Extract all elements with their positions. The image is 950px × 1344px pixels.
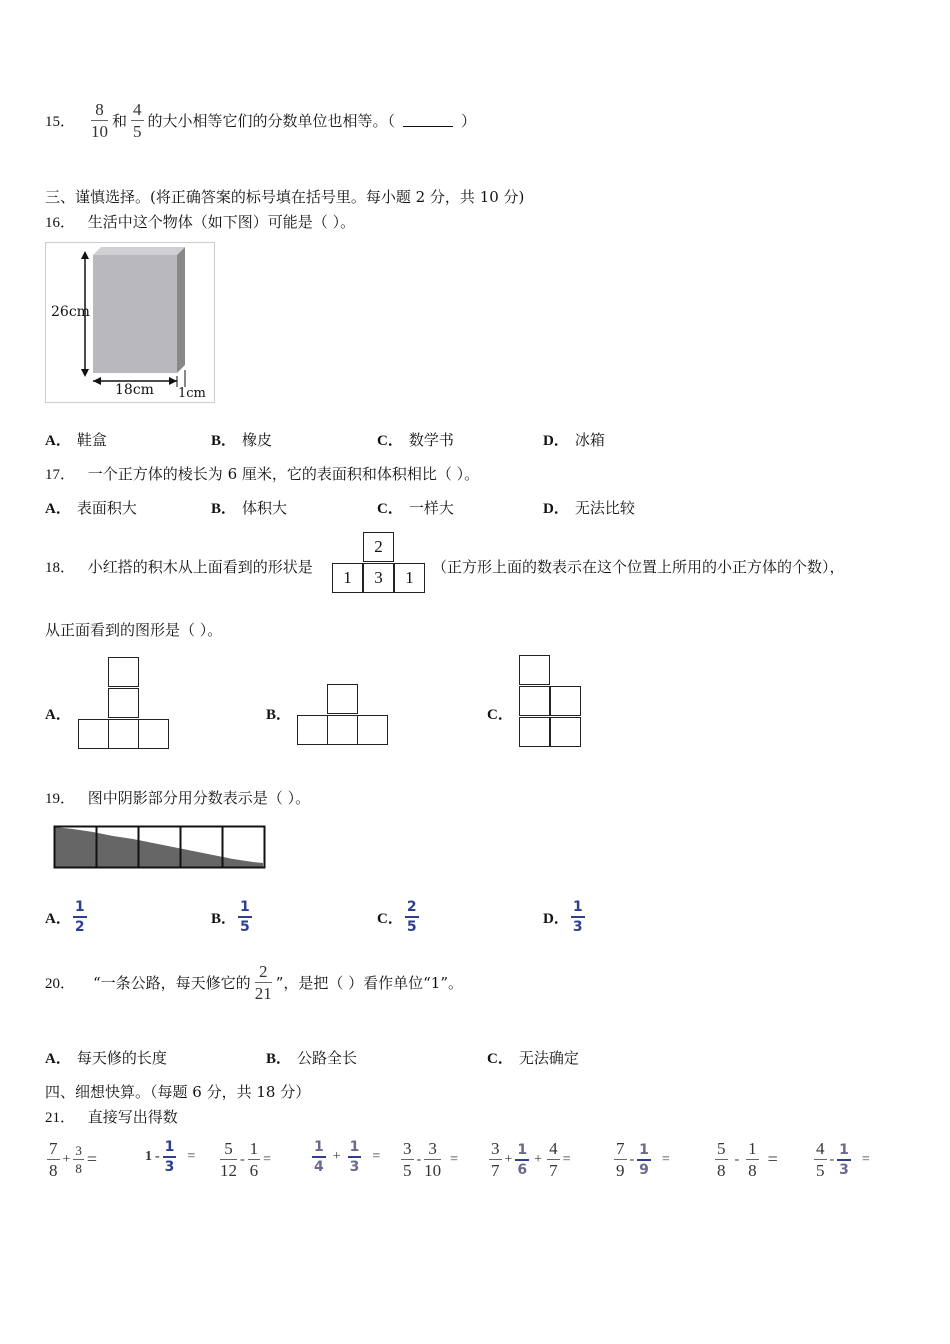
section-4-title: 四、细想快算。（每题 6 分，共 18 分） [45, 1083, 311, 1101]
question-15: 15． $\frac{8}{10}$ 和 $\frac{4}{5}$ 的大小相等它们的分数单位也相等。（ ） [45, 100, 477, 141]
question-number: 15． [45, 114, 76, 130]
top-view-cell-1: 1 [332, 563, 363, 593]
answer-blank[interactable] [403, 114, 453, 127]
question-17: 17． 一个正方体的棱长为 6 厘米，它的表面积和体积相比（ ）。 [45, 465, 480, 483]
q18-option-c[interactable]: C． [487, 707, 513, 723]
q19-option-d[interactable]: D． $\frac{1}{3}$ [543, 899, 583, 935]
top-view-cell-2: 3 [363, 563, 394, 593]
fraction-4-5: $\frac{4}{5}$ [133, 100, 142, 141]
q16-option-a[interactable]: A． 鞋盒 [45, 431, 107, 449]
calc-item-2: 1 - $\frac{1}{3}$ = [145, 1139, 196, 1175]
question-18-line2: 从正面看到的图形是（ ）。 [45, 621, 223, 639]
q16-option-c[interactable]: C． 数学书 [377, 431, 454, 449]
question-19: 19． 图中阴影部分用分数表示是（ ）。 [45, 789, 311, 807]
q19-option-a[interactable]: A． $\frac{1}{2}$ [45, 899, 85, 935]
top-view-figure [332, 532, 427, 595]
calc-item-4: $\frac{1}{4}$ + $\frac{1}{3}$ = [314, 1139, 381, 1175]
q16-option-b[interactable]: B． 橡皮 [211, 431, 273, 449]
q20-option-c[interactable]: C． 无法确定 [487, 1049, 579, 1067]
calc-item-8: $\frac{5}{8}$ - $\frac{1}{8}$ = [717, 1139, 778, 1180]
width-label: 18cm [115, 382, 154, 398]
question-16: 16． 生活中这个物体（如下图）可能是（ ）。 [45, 213, 356, 231]
question-18-line1-cont: （正方形上面的数表示在这个位置上所用的小正方体的个数）， [432, 558, 845, 576]
book-figure [45, 242, 215, 403]
fraction-2-21: $\frac{2}{21}$ [254, 962, 272, 1003]
calc-item-9: $\frac{4}{5}$ - $\frac{1}{3}$ = [816, 1139, 870, 1180]
top-view-cell-3: 1 [394, 563, 425, 593]
q17-option-d[interactable]: D． 无法比较 [543, 499, 635, 517]
question-21: 21． 直接写出得数 [45, 1108, 178, 1126]
depth-label: 1cm [178, 386, 206, 401]
section-3-title: 三、谨慎选择。(将正确答案的标号填在括号里。每小题 2 分，共 10 分) [45, 188, 525, 206]
fraction-8-10: $\frac{8}{10}$ [91, 100, 109, 141]
box-diagram [45, 242, 215, 403]
q19-option-b[interactable]: B． $\frac{1}{5}$ [211, 899, 250, 935]
calc-item-3: $\frac{5}{12}$ - $\frac{1}{6}$ = [220, 1139, 272, 1180]
q19-option-c[interactable]: C． $\frac{2}{5}$ [377, 899, 417, 935]
q18-figure-b[interactable] [297, 684, 389, 747]
top-view-cell-top: 2 [363, 532, 394, 562]
calc-item-6: $\frac{3}{7}$ + $\frac{1}{6}$ + $\frac{4}{7}$ = [491, 1139, 571, 1180]
q18-option-b[interactable]: B． [266, 707, 292, 723]
q18-option-a[interactable]: A． [45, 707, 71, 723]
q17-option-b[interactable]: B． 体积大 [211, 499, 288, 517]
q18-figure-a[interactable] [78, 657, 170, 750]
question-18-line1: 18． 小红搭的积木从上面看到的形状是 [45, 558, 313, 576]
question-20: 20． “一条公路，每天修它的 $\frac{2}{21}$ ”，是把（ ）看作单位“1”。 [45, 962, 464, 1003]
calc-item-5: $\frac{3}{5}$ - $\frac{3}{10}$ = [403, 1139, 459, 1180]
shaded-strip-figure [53, 825, 267, 871]
height-label: 26cm [51, 304, 90, 320]
q20-option-b[interactable]: B． 公路全长 [266, 1049, 358, 1067]
q16-option-d[interactable]: D． 冰箱 [543, 431, 605, 449]
q18-figure-c[interactable] [519, 655, 582, 749]
calc-item-1: $\frac{7}{8}$ + $\frac{3}{8}$ = [49, 1139, 98, 1180]
q17-option-a[interactable]: A． 表面积大 [45, 499, 137, 517]
q17-option-c[interactable]: C． 一样大 [377, 499, 454, 517]
calc-item-7: $\frac{7}{9}$ - $\frac{1}{9}$ = [616, 1139, 670, 1180]
q20-option-a[interactable]: A． 每天修的长度 [45, 1049, 167, 1067]
